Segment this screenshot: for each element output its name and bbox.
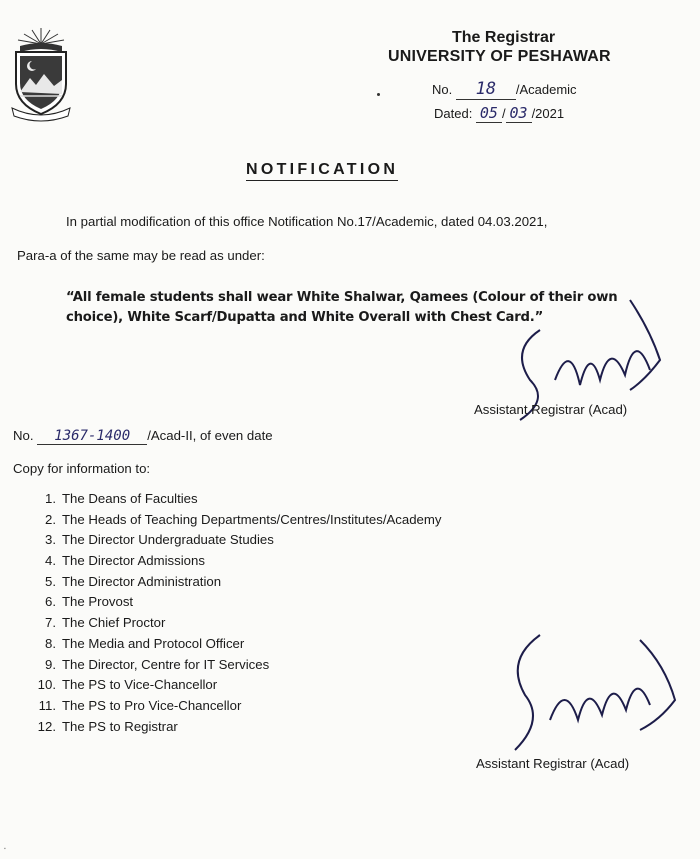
list-item: 12. The PS to Registrar (37, 718, 178, 734)
dated-line: Dated: 05 / 03 /2021 (434, 104, 565, 122)
list-item: 8. The Media and Protocol Officer (45, 635, 245, 651)
list-item: 5. The Director Administration (45, 573, 222, 589)
dated-label: Dated: (434, 106, 473, 121)
copy-heading: Copy for information to: (13, 461, 151, 476)
notification-number (432, 79, 577, 100)
no-value: 18 (456, 79, 516, 100)
university-name: UNIVERSITY OF PESHAWAR (388, 48, 611, 65)
university-crest-icon (6, 22, 76, 122)
body-paragraph-1: In partial modification of this office Notification No.17/Academic, dated 04.03.2021, (66, 214, 548, 229)
dated-day: 05 (476, 104, 502, 123)
ref-range: 1367-1400 (37, 428, 147, 445)
reference-line (13, 428, 273, 445)
ref-no-label: No. (13, 428, 34, 443)
dated-year: /2021 (531, 106, 565, 121)
list-item: 6. The Provost (45, 594, 134, 610)
body-paragraph-2: Para-a of the same may be read as under: (17, 248, 265, 263)
list-item: 11. The PS to Pro Vice-Chancellor (38, 697, 242, 713)
dress-code-quote: “All female students shall wear White Shalwar, Qamees (Colour of their own choice), White Scarf/Dupatta and White Overall with Chest Card.” (66, 290, 618, 325)
no-label: No. (432, 82, 453, 97)
list-item: 3. The Director Undergraduate Studies (45, 532, 274, 548)
list-item: 9. The Director, Centre for IT Services (45, 656, 270, 672)
list-item: 7. The Chief Proctor (45, 615, 166, 631)
ref-suffix: /Acad-II, of even date (147, 428, 273, 443)
handwritten-signature-icon (490, 620, 690, 765)
university-logo (6, 22, 76, 122)
list-item: 10. The PS to Vice-Chancellor (37, 677, 218, 693)
document-title: NOTIFICATION (246, 161, 398, 181)
list-item: 4. The Director Admissions (45, 553, 205, 569)
office-title: The Registrar (452, 29, 556, 46)
no-suffix: /Academic (515, 82, 577, 97)
signature-2 (490, 620, 690, 765)
dated-month: 03 (506, 104, 532, 123)
signatory-label-1: Assistant Registrar (Acad) (474, 402, 628, 417)
list-item: 2. The Heads of Teaching Departments/Centres/Institutes/Academy (45, 511, 442, 527)
signatory-label-2: Assistant Registrar (Acad) (476, 756, 630, 771)
ink-dot (377, 93, 380, 96)
scanner-watermark: ▪ (4, 846, 6, 852)
list-item: 1. The Deans of Faculties (45, 491, 198, 506)
distribution-list (28, 489, 441, 737)
